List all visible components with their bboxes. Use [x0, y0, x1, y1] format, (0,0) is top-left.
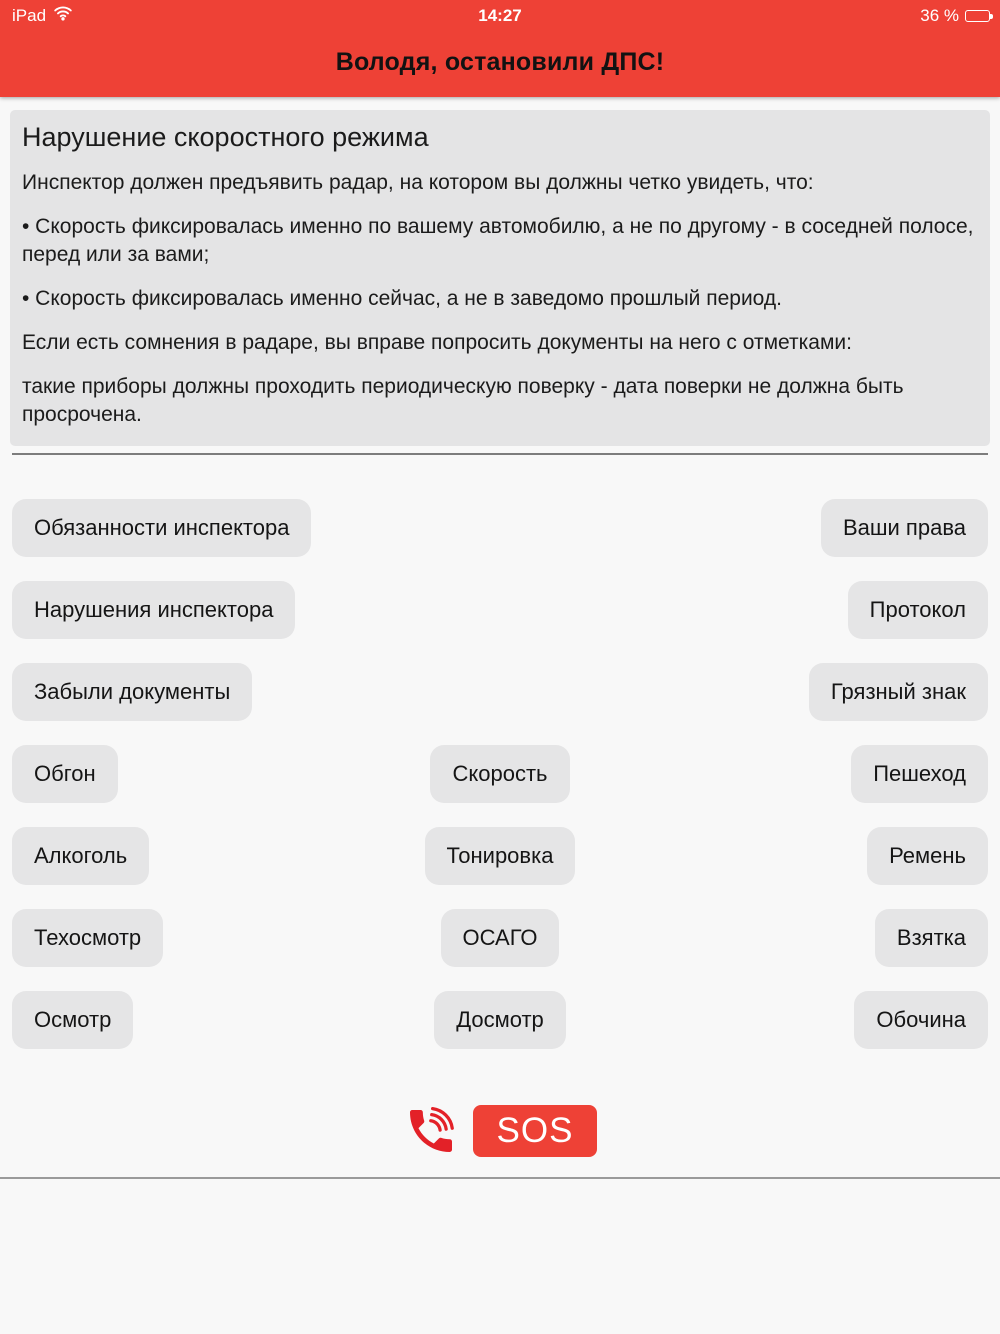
ringing-phone-icon[interactable]: [403, 1103, 459, 1159]
article-paragraph: такие приборы должны проходить периодическую поверку - дата поверки не должна быть просрочена.: [22, 374, 904, 426]
topic-button-dirty-plate[interactable]: Грязный знак: [809, 663, 988, 721]
topic-button-your-rights[interactable]: Ваши права: [821, 499, 988, 557]
topic-button-vehicle-search[interactable]: Досмотр: [434, 991, 566, 1049]
sos-section: [0, 1104, 1000, 1158]
topic-button-alcohol[interactable]: Алкоголь: [12, 827, 149, 885]
battery-percent-label: 36 %: [920, 6, 959, 25]
article-paragraph: Если есть сомнения в радаре, вы вправе попросить документы на него с отметками:: [22, 330, 852, 354]
topic-button-protocol[interactable]: Протокол: [848, 581, 988, 639]
app-header: [0, 0, 1000, 97]
topic-row: [12, 827, 988, 885]
page-title: Володя, остановили ДПС!: [335, 48, 665, 76]
topic-row: [12, 745, 988, 803]
article-bullet: • Скорость фиксировалась именно сейчас, а не в заведомо прошлый период.: [22, 286, 782, 310]
wifi-icon: [53, 6, 73, 26]
topic-row: [12, 663, 988, 721]
topic-button-tinting[interactable]: Тонировка: [425, 827, 576, 885]
article-bullet: • Скорость фиксировалась именно по вашему автомобилю, а не по другому - в соседней полосе, перед или за вами;: [22, 214, 974, 266]
topic-button-roadside[interactable]: Обочина: [854, 991, 988, 1049]
topic-button-inspector-duties[interactable]: Обязанности инспектора: [12, 499, 311, 557]
topic-row: [12, 909, 988, 967]
battery-icon: [965, 10, 990, 22]
article-title: Нарушение скоростного режима: [22, 122, 429, 152]
article-panel: [10, 110, 990, 446]
topic-row: [12, 499, 988, 557]
topic-button-seatbelt[interactable]: Ремень: [867, 827, 988, 885]
topic-button-visual-inspection[interactable]: Осмотр: [12, 991, 133, 1049]
topic-button-inspector-violations[interactable]: Нарушения инспектора: [12, 581, 295, 639]
topic-button-forgot-documents[interactable]: Забыли документы: [12, 663, 252, 721]
status-bar: [0, 0, 1000, 28]
topic-button-overtaking[interactable]: Обгон: [12, 745, 118, 803]
bottom-divider: [0, 1177, 1000, 1179]
topic-button-pedestrian[interactable]: Пешеход: [851, 745, 988, 803]
topic-button-bribe[interactable]: Взятка: [875, 909, 988, 967]
topic-button-speed[interactable]: Скорость: [430, 745, 569, 803]
sos-button[interactable]: SOS: [473, 1105, 598, 1157]
device-label: iPad: [12, 6, 47, 25]
topic-button-osago[interactable]: ОСАГО: [441, 909, 560, 967]
clock: 14:27: [478, 6, 522, 25]
topics-grid: [0, 455, 1000, 1049]
article-paragraph: Инспектор должен предъявить радар, на котором вы должны четко увидеть, что:: [22, 171, 814, 194]
topic-row: [12, 581, 988, 639]
topic-row: [12, 991, 988, 1049]
topic-button-tech-inspection[interactable]: Техосмотр: [12, 909, 163, 967]
